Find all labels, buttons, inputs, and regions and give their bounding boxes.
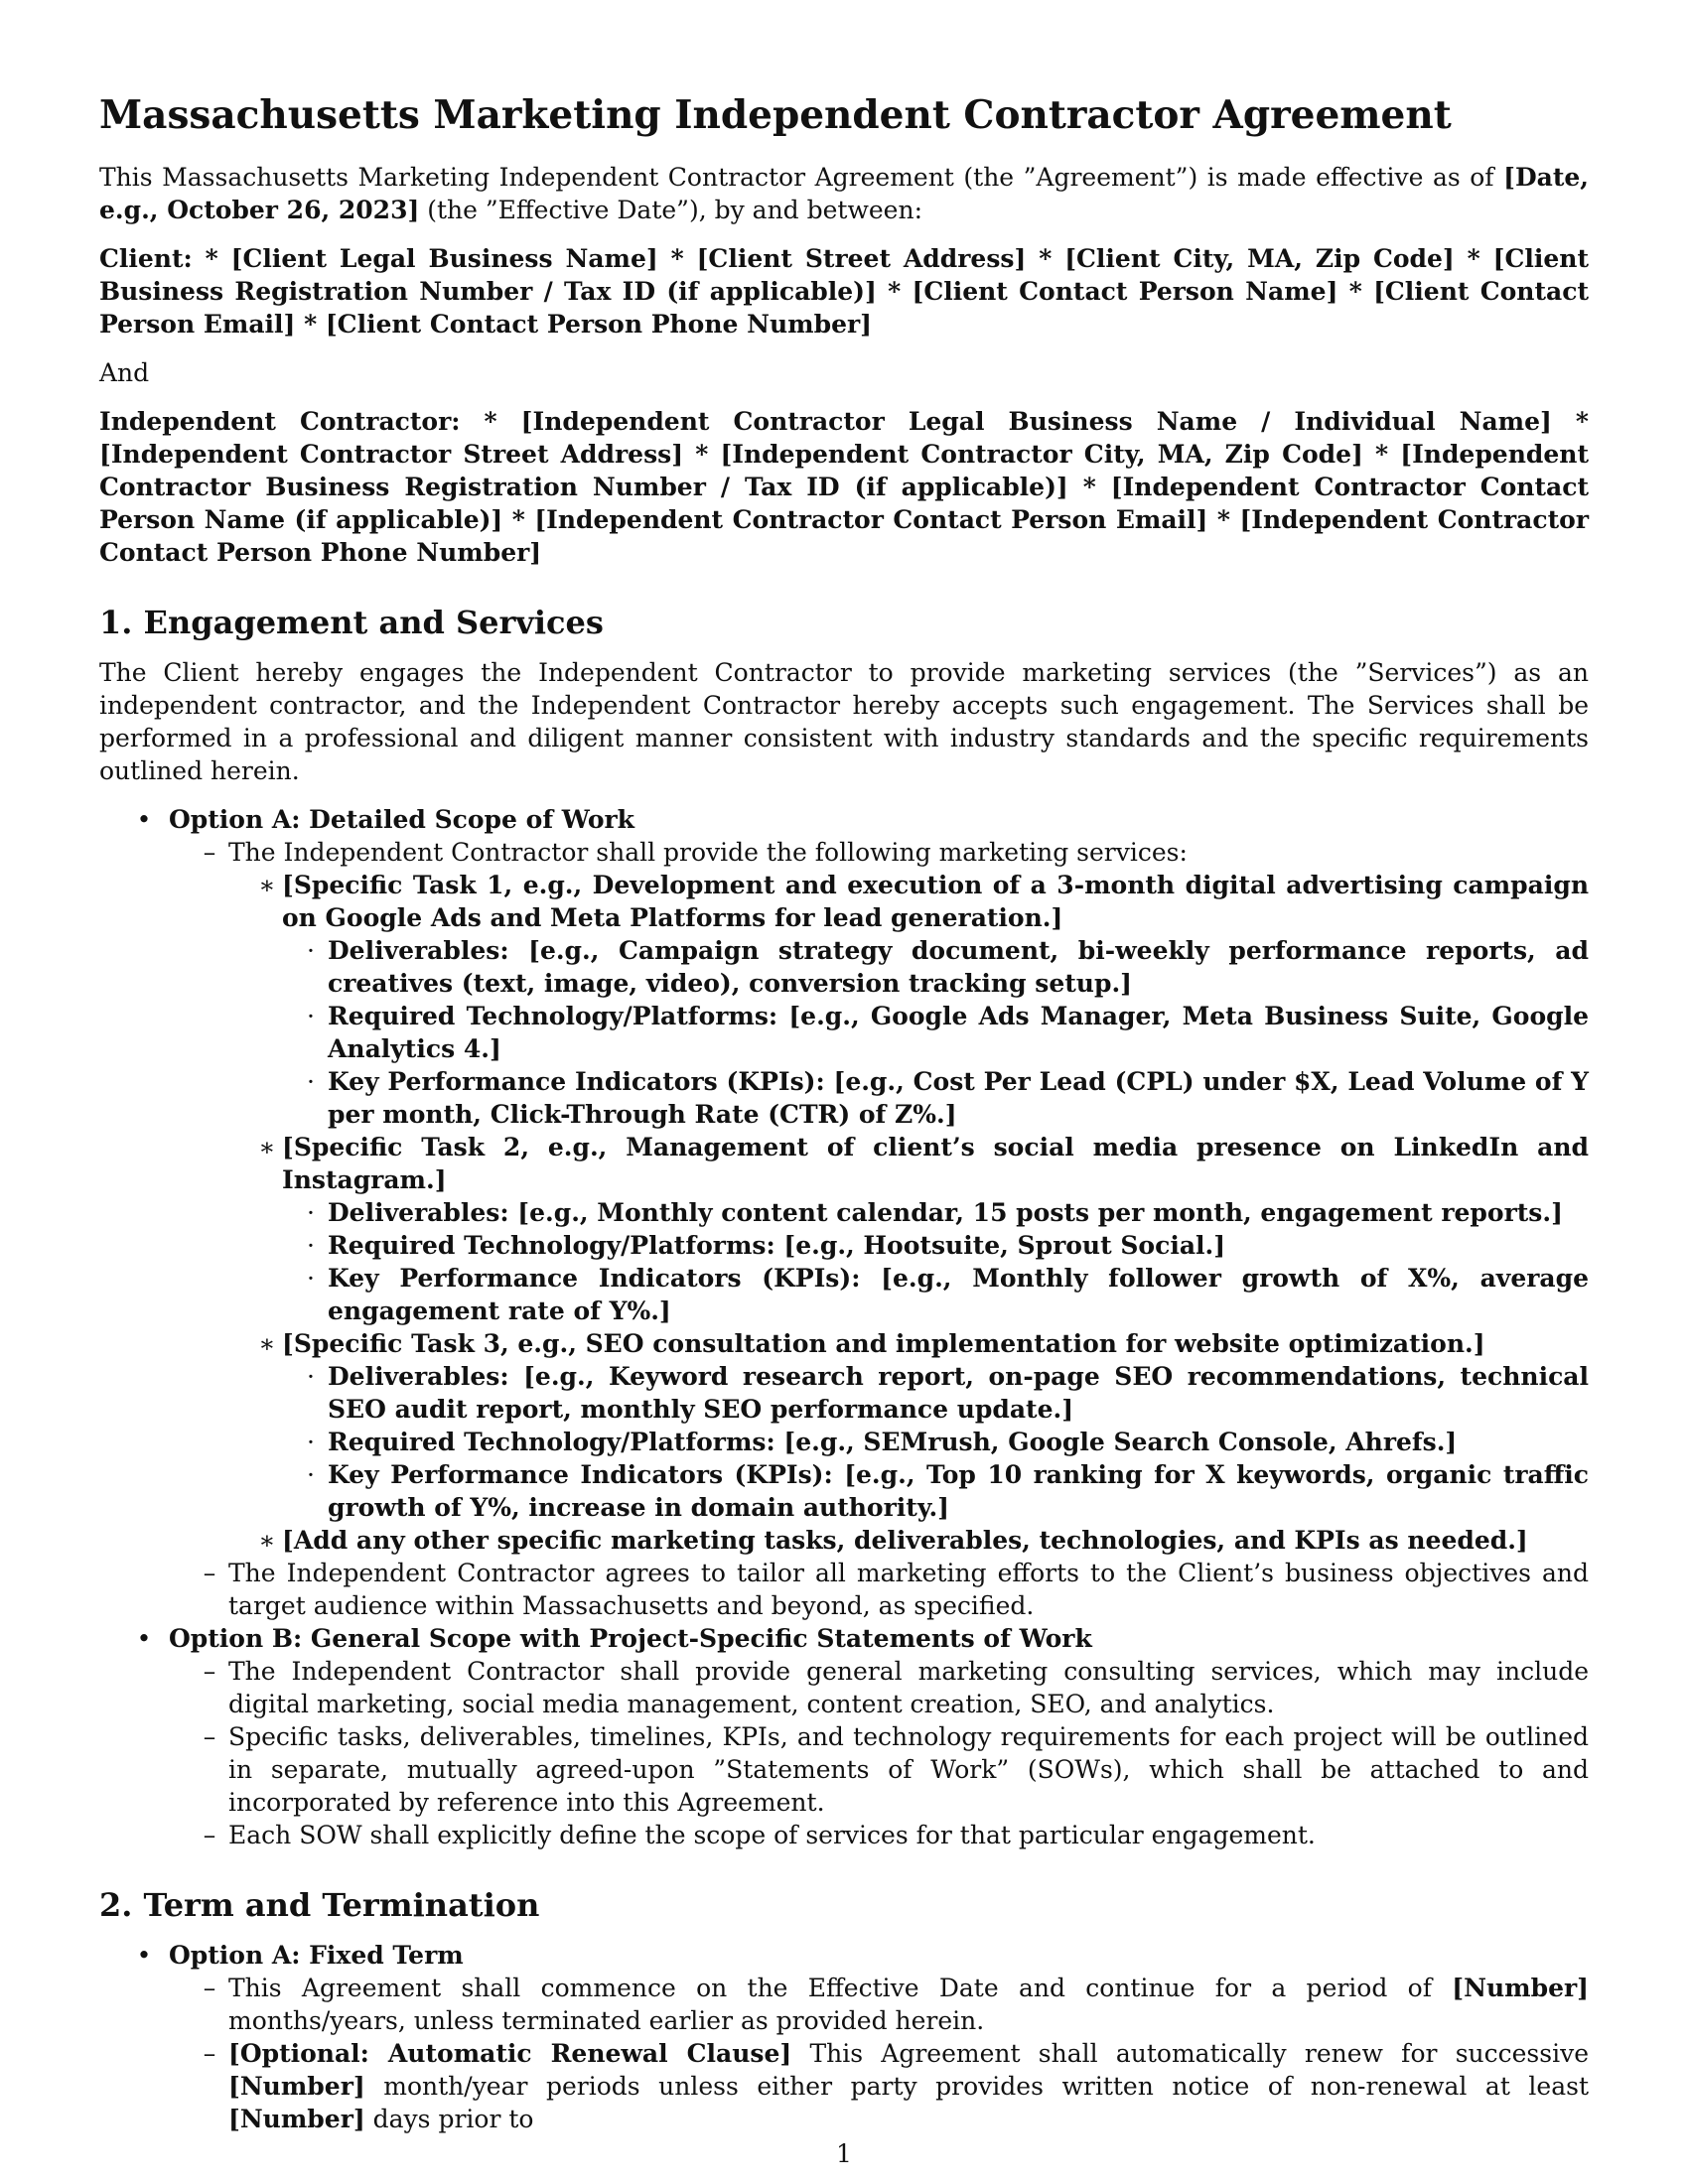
list-item — [99, 1524, 1589, 1557]
list-item — [99, 836, 1589, 869]
list-item — [99, 1262, 1589, 1327]
list-item — [99, 1720, 1589, 1819]
option-a-intro: The Independent Contractor shall provide the following marketing services: — [228, 838, 1188, 867]
contractor-details: Independent Contractor: * [Independent Contractor Legal Business Name / Individual Name] * [Independent Contractor Street Address] * [Independent Contractor City, MA, Zip Code] * [Independent Contractor Business Registration Number / Tax ID (if applicable)] * [Independent Contractor Contact Person Name (if applicable)] * [Independent Contractor Contact Person Email] * [Independent Contractor Contact Person Phone Number] — [99, 407, 1589, 567]
task-3-deliverables: Deliverables: [e.g., Keyword research report, on-page SEO recommendations, technical SEO audit report, monthly SEO performance update.] — [328, 1362, 1589, 1424]
list-item — [99, 1655, 1589, 1720]
page-number: 1 — [836, 2139, 852, 2168]
document-page — [99, 79, 1589, 2135]
number-placeholder: [Number] — [1452, 1974, 1589, 2002]
dot-marker: · — [307, 1264, 315, 1293]
term-options-list — [99, 1939, 1589, 2135]
task-1-technology: Required Technology/Platforms: [e.g., Google Ads Manager, Meta Business Suite, Google Analytics 4.] — [328, 1002, 1589, 1063]
dash-marker: – — [203, 838, 216, 867]
dash-marker: – — [203, 1821, 216, 1849]
list-item — [99, 1819, 1589, 1851]
contractor-block — [99, 405, 1589, 569]
dash-marker: – — [203, 2039, 216, 2068]
task-1-kpis: Key Performance Indicators (KPIs): [e.g., Cost Per Lead (CPL) under $X, Lead Volume of Y per month, Click-Through Rate (CTR) of Z%.] — [328, 1067, 1589, 1129]
dot-marker: · — [307, 1460, 315, 1489]
star-marker: ∗ — [258, 1526, 276, 1555]
list-item — [99, 1131, 1589, 1196]
option-b-item-2: Specific tasks, deliverables, timelines, KPIs, and technology requirements for each project will be outlined in separate, mutually agreed-upon ”Statements of Work” (SOWs), which shall be attached to and incorporated by reference into this Agreement. — [228, 1722, 1589, 1817]
task-3-technology: Required Technology/Platforms: [e.g., SEMrush, Google Search Console, Ahrefs.] — [328, 1428, 1458, 1456]
list-item — [99, 869, 1589, 934]
list-item — [99, 1229, 1589, 1262]
list-item — [99, 1557, 1589, 1622]
and-separator: And — [99, 358, 150, 387]
client-block — [99, 242, 1589, 341]
option-b-label: Option B: General Scope with Project-Specific Statements of Work — [169, 1624, 1092, 1653]
option-a-tailor: The Independent Contractor agrees to tailor all marketing efforts to the Client’s business objectives and target audience within Massachusetts and beyond, as specified. — [228, 1559, 1589, 1620]
star-marker: ∗ — [258, 1133, 276, 1161]
effective-date-placeholder: [Date, e.g., October 26, 2023] — [99, 163, 1589, 224]
list-item — [99, 1360, 1589, 1426]
task-3-kpis: Key Performance Indicators (KPIs): [e.g., Top 10 ranking for X keywords, organic traffic growth of Y%, increase in domain authority.] — [328, 1460, 1589, 1522]
section-heading-term: 2. Term and Termination — [99, 1886, 540, 1924]
list-item — [99, 2037, 1589, 2135]
dash-marker: – — [203, 1559, 216, 1587]
list-item — [99, 1327, 1589, 1360]
task-1-deliverables: Deliverables: [e.g., Campaign strategy document, bi-weekly performance reports, ad creatives (text, image, video), conversion tracking setup.] — [328, 936, 1589, 998]
intro-text-end: (the ”Effective Date”), by and between: — [419, 196, 922, 224]
client-details: Client: * [Client Legal Business Name] * [Client Street Address] * [Client City, MA, Zip Code] * [Client Business Registration Number / Tax ID (if applicable)] * [Client Contact Person Name] * [Client Contact Person Email] * [Client Contact Person Phone Number] — [99, 244, 1589, 339]
dot-marker: · — [307, 1067, 315, 1096]
section-heading-engagement: 1. Engagement and Services — [99, 604, 604, 641]
task-1: [Specific Task 1, e.g., Development and execution of a 3-month digital advertising campaign on Google Ads and Meta Platforms for lead generation.] — [282, 871, 1589, 932]
bullet-marker: • — [136, 1941, 152, 1970]
dash-marker: – — [203, 1974, 216, 2002]
option-b-item-3: Each SOW shall explicitly define the scope of services for that particular engagement. — [228, 1821, 1316, 1849]
engagement-options-list — [99, 803, 1589, 1851]
dot-marker: · — [307, 1198, 315, 1227]
list-item — [99, 1972, 1589, 2037]
dot-marker: · — [307, 1231, 315, 1260]
list-item — [99, 934, 1589, 1000]
task-3: [Specific Task 3, e.g., SEO consultation and implementation for website optimization.] — [282, 1329, 1485, 1358]
list-item — [99, 1622, 1589, 1655]
renewal-text-middle: month/year periods unless either party provides written notice of non-renewal at least — [364, 2072, 1589, 2101]
star-marker: ∗ — [258, 871, 276, 899]
renewal-text-end: days prior to — [364, 2105, 534, 2133]
intro-paragraph — [99, 161, 1589, 226]
list-item — [99, 1196, 1589, 1229]
number-placeholder: [Number] — [228, 2072, 365, 2101]
intro-text: This Massachusetts Marketing Independent Contractor Agreement (the ”Agreement”) is made effective as of — [99, 163, 1504, 192]
bullet-marker: • — [136, 1624, 152, 1653]
list-item — [99, 1939, 1589, 1972]
list-item — [99, 1000, 1589, 1065]
renewal-clause-label: [Optional: Automatic Renewal Clause] — [228, 2039, 792, 2068]
option-b-item-1: The Independent Contractor shall provide general marketing consulting services, which may include digital marketing, social media management, content creation, SEO, and analytics. — [228, 1657, 1589, 1718]
list-item — [99, 1065, 1589, 1131]
number-placeholder: [Number] — [228, 2105, 365, 2133]
star-marker: ∗ — [258, 1329, 276, 1358]
dot-marker: · — [307, 1002, 315, 1030]
dash-marker: – — [203, 1657, 216, 1686]
option-a-label: Option A: Detailed Scope of Work — [169, 805, 634, 834]
term-text-end: months/years, unless terminated earlier as provided herein. — [228, 2006, 985, 2035]
task-other: [Add any other specific marketing tasks, deliverables, technologies, and KPIs as needed.] — [282, 1526, 1528, 1555]
dot-marker: · — [307, 1428, 315, 1456]
document-title: Massachusetts Marketing Independent Contractor Agreement — [99, 92, 1452, 138]
list-item — [99, 1426, 1589, 1458]
renewal-text: This Agreement shall automatically renew for successive — [791, 2039, 1589, 2068]
dot-marker: · — [307, 1362, 315, 1391]
term-text: This Agreement shall commence on the Effective Date and continue for a period of — [228, 1974, 1453, 2002]
task-2-deliverables: Deliverables: [e.g., Monthly content calendar, 15 posts per month, engagement reports.] — [328, 1198, 1563, 1227]
term-option-a-label: Option A: Fixed Term — [169, 1941, 464, 1970]
task-2: [Specific Task 2, e.g., Management of client’s social media presence on LinkedIn and Instagram.] — [282, 1133, 1589, 1194]
dash-marker: – — [203, 1722, 216, 1751]
list-item — [99, 803, 1589, 836]
dot-marker: · — [307, 936, 315, 965]
bullet-marker: • — [136, 805, 152, 834]
task-2-kpis: Key Performance Indicators (KPIs): [e.g., Monthly follower growth of X%, average engagement rate of Y%.] — [328, 1264, 1589, 1325]
list-item — [99, 1458, 1589, 1524]
task-2-technology: Required Technology/Platforms: [e.g., Hootsuite, Sprout Social.] — [328, 1231, 1226, 1260]
engagement-paragraph: The Client hereby engages the Independent Contractor to provide marketing services (the ”Services”) as an independent contractor, and the Independent Contractor hereby accepts such engagement. The Services shall be performed in a professional and diligent manner consistent with industry standards and the specific requirements outlined herein. — [99, 658, 1589, 785]
